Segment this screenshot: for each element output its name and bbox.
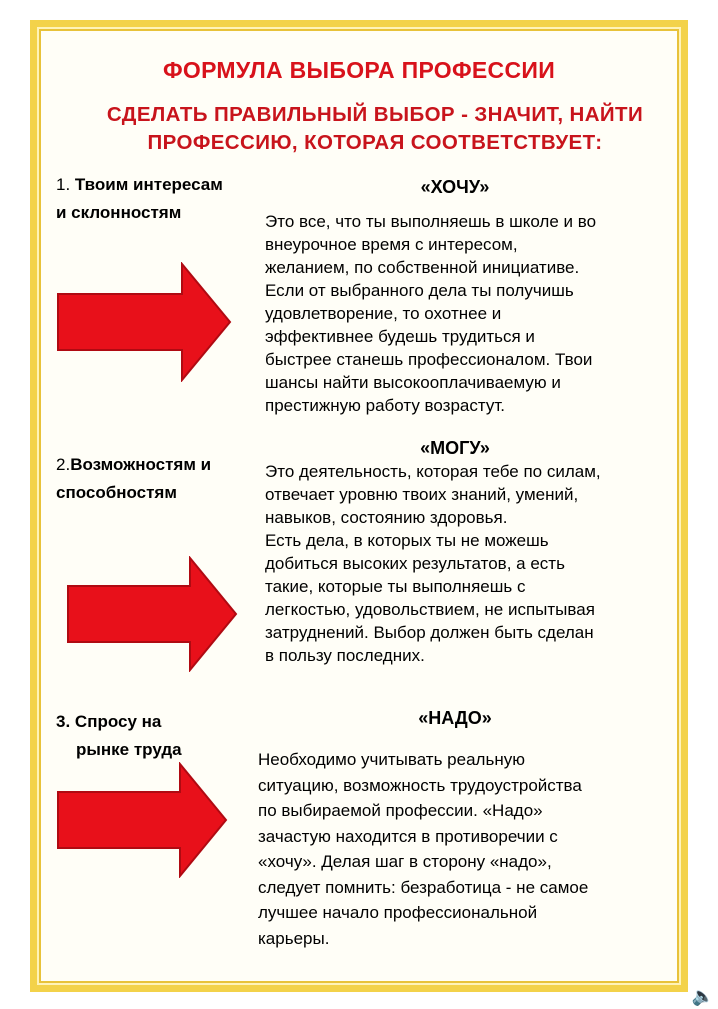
section-3-label-line-2: рынке труда [76,740,182,759]
text-line: Необходимо учитывать реальную [258,750,525,769]
text-line: Есть дела, в которых ты не можешь [265,531,549,550]
section-1-body [265,210,596,417]
text-line: затруднений. Выбор должен быть сделан [265,623,594,642]
red-arrow-icon [66,556,240,672]
section-2-label-line-1: Возможностям и [70,455,212,474]
subtitle-line-2: ПРОФЕССИЮ, КОТОРАЯ СООТВЕТСТВУЕТ: [147,131,603,154]
text-line: карьеры. [258,928,330,948]
section-2-label [56,451,211,507]
red-arrow-icon [56,262,234,382]
text-line: легкостью, удовольствием, не испытывая [265,600,595,619]
text-line: навыков, состоянию здоровья. [265,508,508,527]
section-2-number: 2. [56,455,71,474]
text-line: Это деятельность, которая тебе по силам, [265,462,601,481]
text-line: следует помнить: безработица - не самое [258,877,589,897]
section-2-body [265,460,601,667]
section-1-label-line-1: Твоим интересам [74,175,223,194]
section-3-label-line-1: Спросу на [74,712,162,731]
text-line: шансы найти высокооплачиваемую и [265,373,561,392]
section-3-body [258,747,588,951]
subtitle-line-1: СДЕЛАТЬ ПРАВИЛЬНЫЙ ВЫБОР - ЗНАЧИТ, НАЙТИ [106,103,644,126]
section-2-heading: «МОГУ» [420,438,490,458]
text-line: по выбираемой профессии. «Надо» [258,801,543,820]
text-line: удовлетворение, то охотнее и [265,304,502,323]
section-1-heading: «ХОЧУ» [420,177,490,197]
section-2-label-line-2: способностям [56,483,177,502]
section-1-label-line-2: и склонностям [56,203,182,222]
text-line: в пользу последних. [265,646,425,665]
text-line: престижную работу возрастут. [265,396,505,415]
text-line: добиться высоких результатов, а есть [265,554,565,573]
section-3-label [56,708,182,764]
text-line: внеурочное время с интересом, [265,235,518,254]
section-3-number: 3. [56,712,71,731]
text-line: эффективнее будешь трудиться и [265,327,535,346]
text-line: желанием, по собственной инициативе. [265,258,580,277]
red-arrow-icon [56,762,230,878]
text-line: зачастую находится в противоречии с [258,826,558,846]
text-line: быстрее станешь профессионалом. Твои [265,350,593,369]
section-1-label [56,171,223,227]
speaker-icon: 🔈 [691,986,714,1006]
text-line: такие, которые ты выполняешь с [265,577,526,596]
text-line: Это все, что ты выполняешь в школе и во [265,212,597,231]
page-subtitle [70,101,680,157]
text-line: ситуацию, возможность трудоустройства [258,775,582,795]
text-line: лучшее начало профессиональной [258,903,538,922]
page-title: ФОРМУЛА ВЫБОРА ПРОФЕССИИ [162,57,556,83]
text-line: Если от выбранного дела ты получишь [265,281,574,300]
text-line: «хочу». Делая шаг в сторону «надо», [258,852,552,871]
section-3-heading: «НАДО» [418,708,492,728]
section-1-number: 1. [56,175,71,194]
text-line: отвечает уровню твоих знаний, умений, [265,485,579,504]
